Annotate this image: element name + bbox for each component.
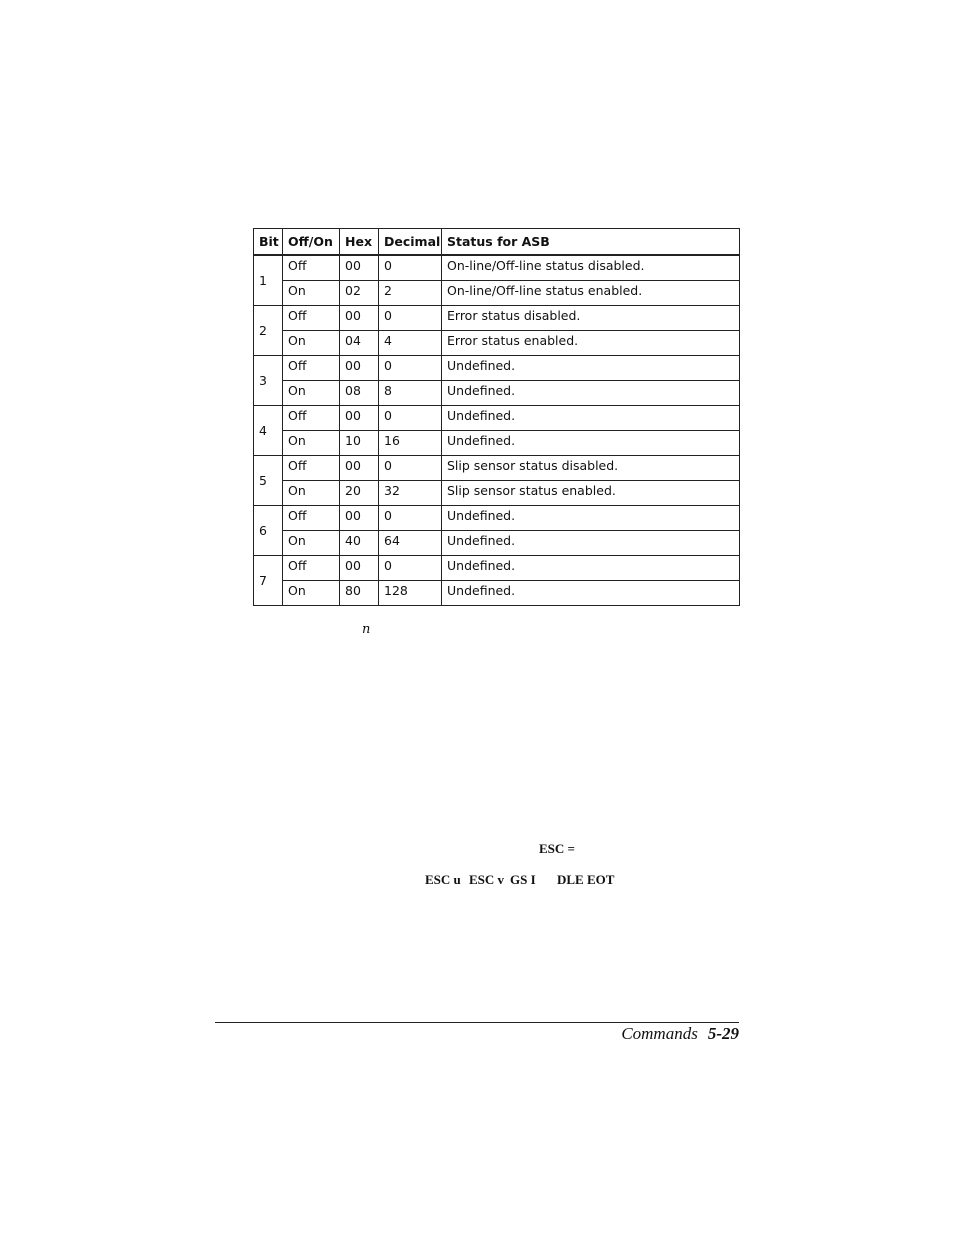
cell-status: Slip sensor status disabled. (442, 455, 740, 480)
cell-decimal: 0 (379, 405, 442, 430)
cell-hex: 00 (340, 405, 379, 430)
cell-off-on: On (283, 530, 340, 555)
header-bit: Bit (254, 229, 283, 256)
asb-status-table (253, 228, 740, 606)
cell-bit: 2 (254, 305, 283, 355)
cell-bit: 1 (254, 255, 283, 305)
table-row (254, 305, 740, 330)
cell-status: On-line/Off-line status disabled. (442, 255, 740, 280)
cell-status: Undefined. (442, 355, 740, 380)
cell-off-on: Off (283, 405, 340, 430)
cell-hex: 08 (340, 380, 379, 405)
table-row (254, 280, 740, 305)
cell-off-on: Off (283, 455, 340, 480)
table-row (254, 405, 740, 430)
table-header-row (254, 229, 740, 256)
cell-status: Error status disabled. (442, 305, 740, 330)
header-decimal: Decimal (379, 229, 442, 256)
cell-bit: 4 (254, 405, 283, 455)
cell-off-on: Off (283, 555, 340, 580)
cell-hex: 00 (340, 255, 379, 280)
cell-off-on: Off (283, 255, 340, 280)
cell-off-on: On (283, 380, 340, 405)
cell-decimal: 0 (379, 305, 442, 330)
table-row (254, 505, 740, 530)
command-esc-v: ESC v (469, 872, 505, 887)
cell-decimal: 0 (379, 355, 442, 380)
cell-status: Undefined. (442, 405, 740, 430)
cell-decimal: 32 (379, 480, 442, 505)
header-hex: Hex (340, 229, 379, 256)
cell-hex: 00 (340, 555, 379, 580)
cell-status: Undefined. (442, 380, 740, 405)
footer-rule (215, 1022, 739, 1023)
table-row (254, 380, 740, 405)
cell-status: Undefined. (442, 505, 740, 530)
cell-off-on: On (283, 330, 340, 355)
cell-status: Slip sensor status enabled. (442, 480, 740, 505)
parameter-n: n (362, 622, 371, 637)
table-row (254, 580, 740, 605)
cell-off-on: On (283, 480, 340, 505)
cell-decimal: 0 (379, 555, 442, 580)
page-footer (621, 1024, 739, 1044)
cell-decimal: 2 (379, 280, 442, 305)
cell-status: Undefined. (442, 580, 740, 605)
command-esc-u: ESC u (425, 872, 461, 887)
cell-hex: 00 (340, 355, 379, 380)
cell-hex: 80 (340, 580, 379, 605)
table-row (254, 355, 740, 380)
cell-status: On-line/Off-line status enabled. (442, 280, 740, 305)
table-row (254, 430, 740, 455)
cell-decimal: 128 (379, 580, 442, 605)
esc-equals-command: ESC = (539, 841, 575, 856)
cell-decimal: 4 (379, 330, 442, 355)
cell-off-on: On (283, 430, 340, 455)
cell-decimal: 16 (379, 430, 442, 455)
table-row (254, 330, 740, 355)
cell-off-on: On (283, 280, 340, 305)
cell-bit: 5 (254, 455, 283, 505)
command-gs-i: GS I (510, 872, 536, 887)
header-status: Status for ASB (442, 229, 740, 256)
cell-off-on: On (283, 580, 340, 605)
cell-off-on: Off (283, 355, 340, 380)
cell-bit: 3 (254, 355, 283, 405)
cell-hex: 10 (340, 430, 379, 455)
cell-decimal: 0 (379, 505, 442, 530)
cell-status: Undefined. (442, 430, 740, 455)
cell-hex: 00 (340, 505, 379, 530)
table-row (254, 480, 740, 505)
table-row (254, 530, 740, 555)
footer-page-number: 5-29 (707, 1024, 739, 1043)
table-row (254, 255, 740, 280)
cell-bit: 7 (254, 555, 283, 605)
cell-decimal: 8 (379, 380, 442, 405)
cell-status: Undefined. (442, 530, 740, 555)
cell-off-on: Off (283, 505, 340, 530)
table-body (254, 255, 740, 605)
cell-status: Error status enabled. (442, 330, 740, 355)
footer-section-title: Commands (621, 1024, 698, 1043)
cell-hex: 00 (340, 455, 379, 480)
header-off-on: Off/On (283, 229, 340, 256)
table-row (254, 555, 740, 580)
cell-off-on: Off (283, 305, 340, 330)
cell-hex: 40 (340, 530, 379, 555)
cell-decimal: 0 (379, 455, 442, 480)
cell-decimal: 0 (379, 255, 442, 280)
table-row (254, 455, 740, 480)
cell-hex: 02 (340, 280, 379, 305)
cell-decimal: 64 (379, 530, 442, 555)
cell-hex: 04 (340, 330, 379, 355)
command-dle-eot: DLE EOT (557, 872, 615, 887)
cell-bit: 6 (254, 505, 283, 555)
cell-hex: 20 (340, 480, 379, 505)
cell-hex: 00 (340, 305, 379, 330)
cell-status: Undefined. (442, 555, 740, 580)
